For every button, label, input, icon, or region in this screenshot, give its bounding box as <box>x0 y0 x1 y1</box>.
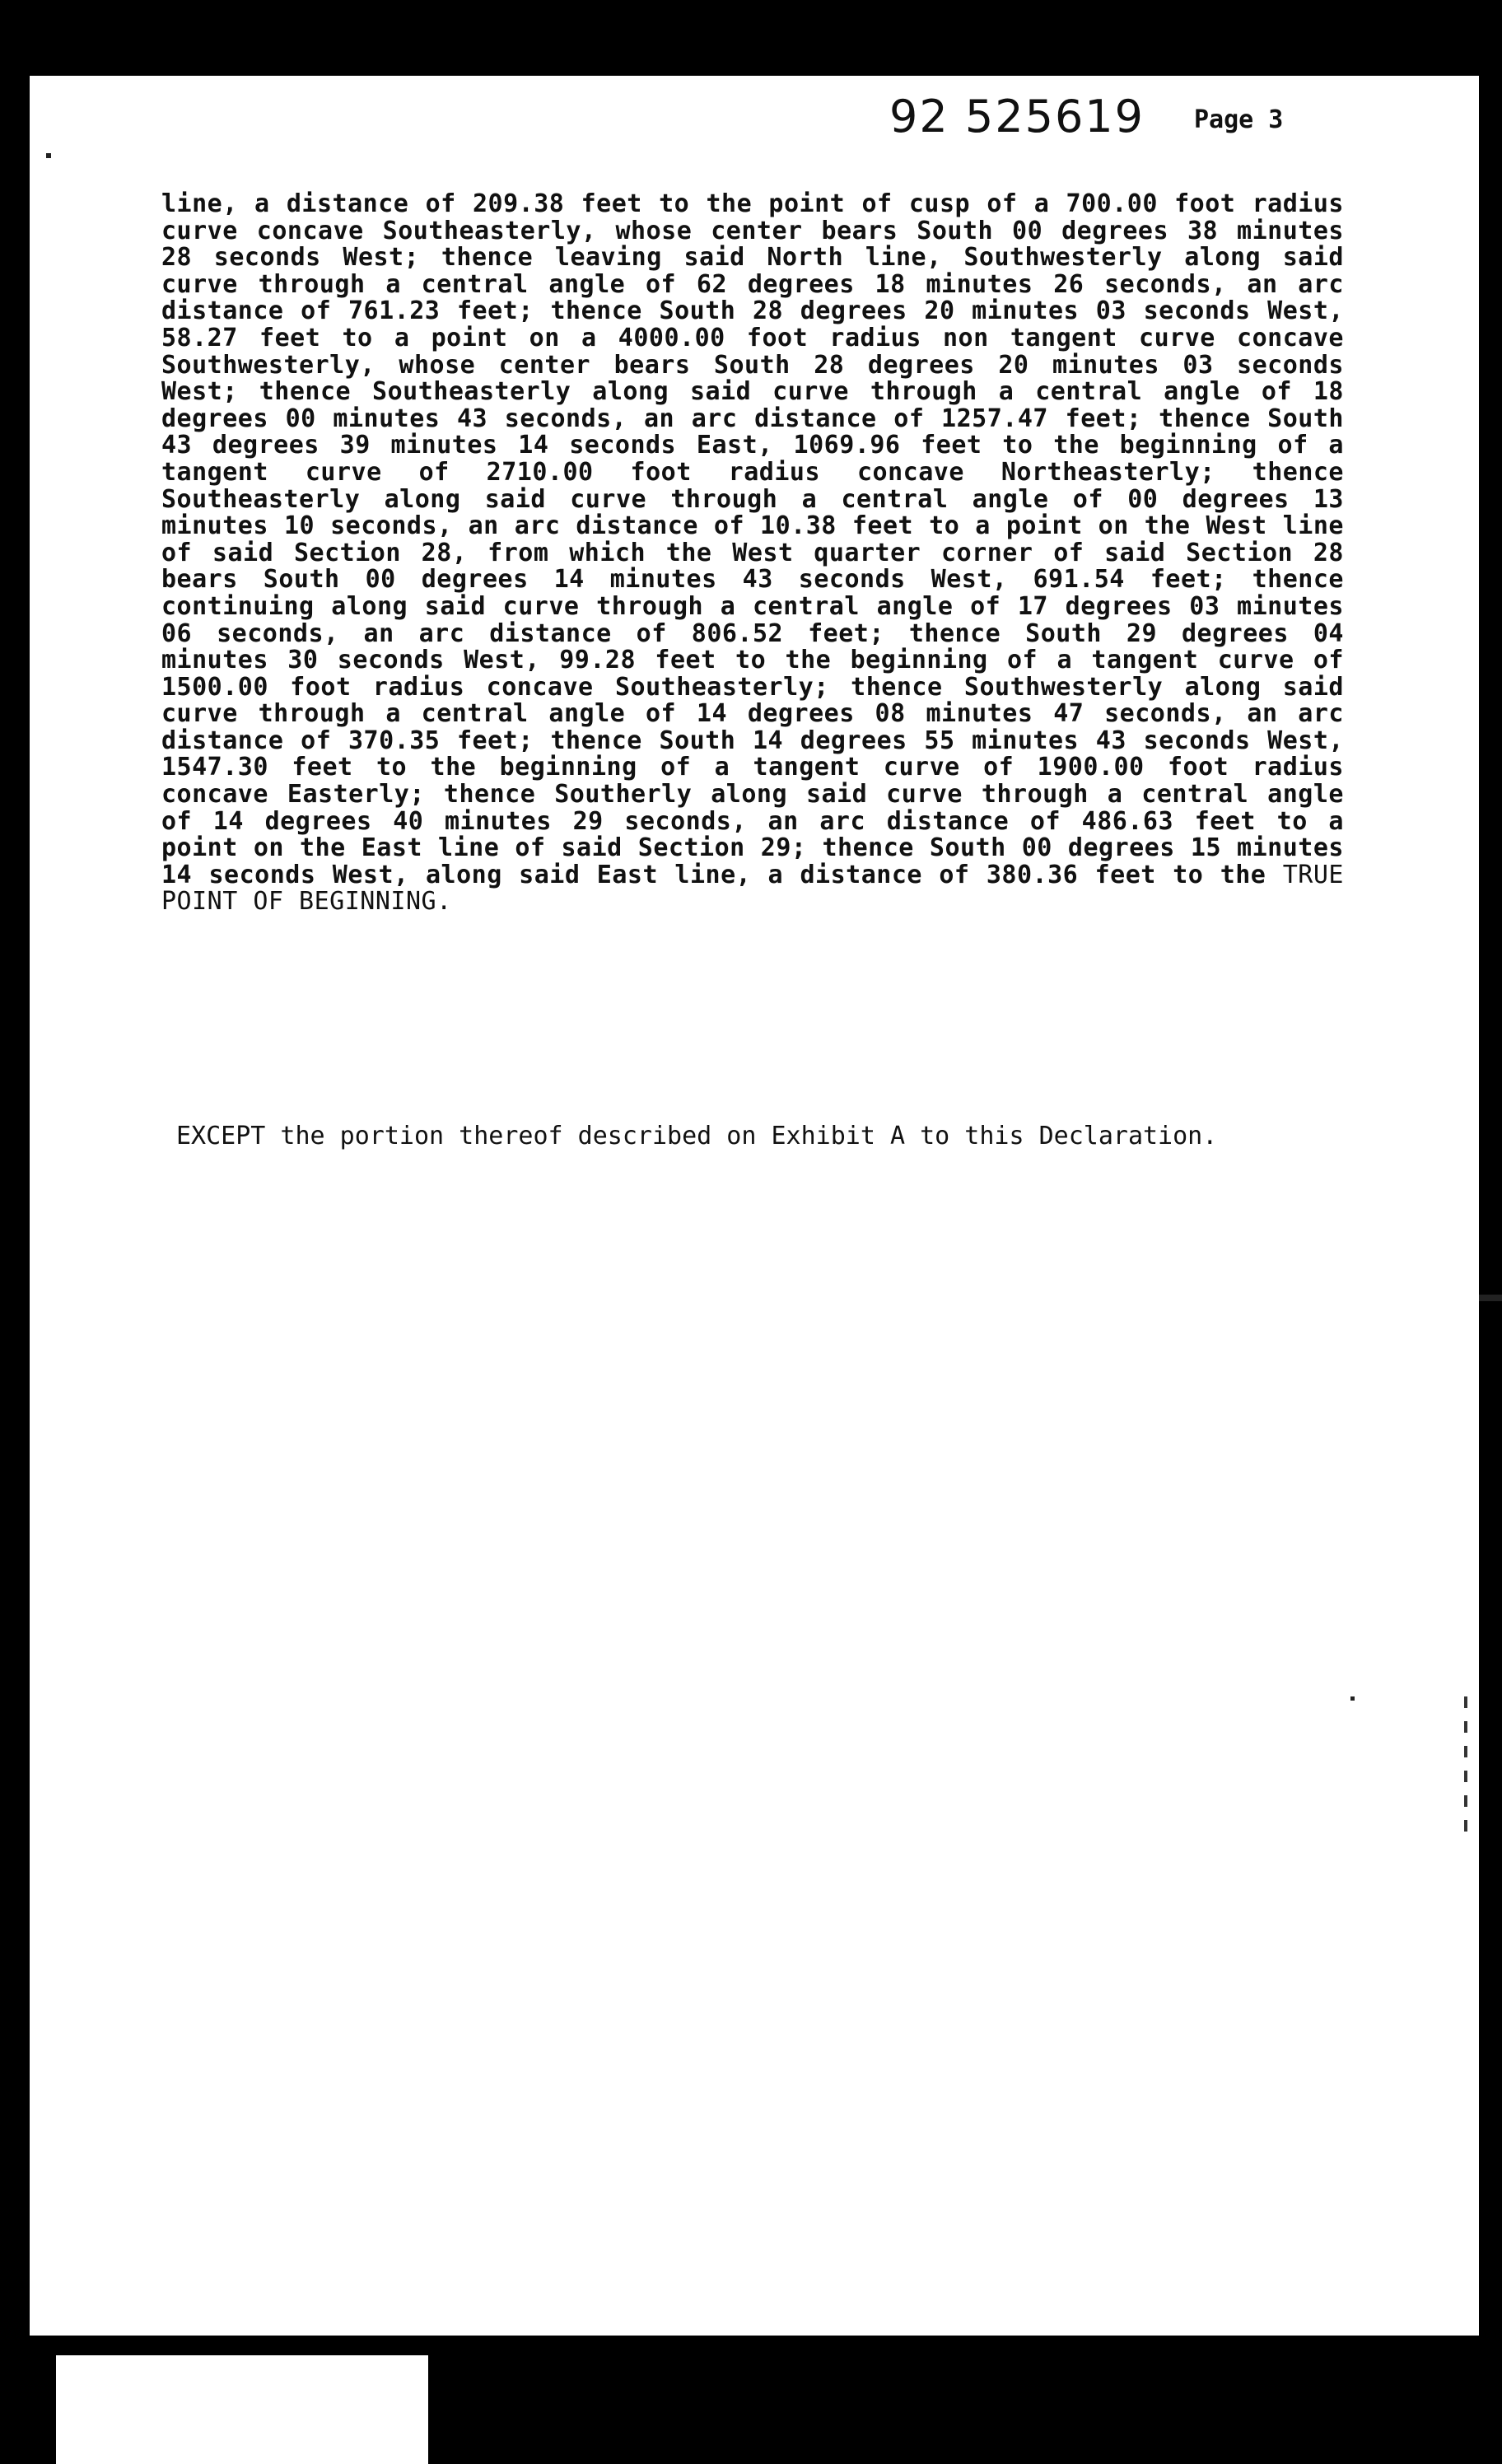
scan-dash <box>1464 1820 1467 1832</box>
scan-dash <box>1464 1771 1467 1782</box>
scan-dash <box>1464 1746 1467 1757</box>
true-point-of-beginning: TRUE POINT OF BEGINNING. <box>161 860 1344 917</box>
scan-dash <box>1464 1721 1467 1733</box>
legal-description-text: line, a distance of 209.38 feet to the point of cusp of a 700.00 foot radius curve concave Southeasterly, whose center bears South 00 degrees 38 minutes 28 seconds West; thence leaving said North line, Southwesterly along said curve through a central angle of 62 degrees 18 minutes 26 seconds, an arc distance of 761.23 feet; thence South 28 degrees 20 minutes 03 seconds West, 58.27 feet to a point on a 4000.00 foot radius non tangent curve concave Southwesterly, whose center bears South 28 degrees 20 minutes 03 seconds West; thence Southeasterly along said curve through a central angle of 18 degrees 00 minutes 43 seconds, an arc distance of 1257.47 feet; thence South 43 degrees 39 minutes 14 seconds East, 1069.96 feet to the beginning of a tangent curve of 2710.00 foot radius concave Northeasterly; thence Southeasterly along said curve through a central angle of 00 degrees 13 minutes 10 seconds, an arc distance of 10.38 feet to a point on the West line of said Section 28, from which the West quarter corner of said Section 28 bears South 00 degrees 14 minutes 43 seconds West, 691.54 feet; thence continuing along said curve through a central angle of 17 degrees 03 minutes 06 seconds, an arc distance of 806.52 feet; thence South 29 degrees 04 minutes 30 seconds West, 99.28 feet to the beginning of a tangent curve of 1500.00 foot radius concave Southeasterly; thence Southwesterly along said curve through a central angle of 14 degrees 08 minutes 47 seconds, an arc distance of 370.35 feet; thence South 14 degrees 55 minutes 43 seconds West, 1547.30 feet to the beginning of a tangent curve of 1900.00 foot radius concave Easterly; thence Southerly along said curve through a central angle of 14 degrees 40 minutes 29 seconds, an arc distance of 486.63 feet to a point on the East line of said Section 29; thence South 00 degrees 15 minutes 14 seconds West, along said East line, a distance of 380.36 feet to the <box>161 189 1344 889</box>
scan-dash <box>1464 1696 1467 1708</box>
scan-dash <box>1464 1795 1467 1807</box>
scan-edge-mark <box>1479 1295 1502 1301</box>
page-label: Page 3 <box>1194 105 1284 134</box>
legal-description-paragraph <box>161 191 1344 916</box>
scan-speck <box>46 153 51 158</box>
document-number: 92 525619 <box>889 91 1145 142</box>
except-clause: EXCEPT the portion thereof described on Exhibit A to this Declaration. <box>176 1122 1218 1150</box>
scan-speck <box>1350 1696 1355 1701</box>
scan-white-block <box>56 2355 428 2464</box>
